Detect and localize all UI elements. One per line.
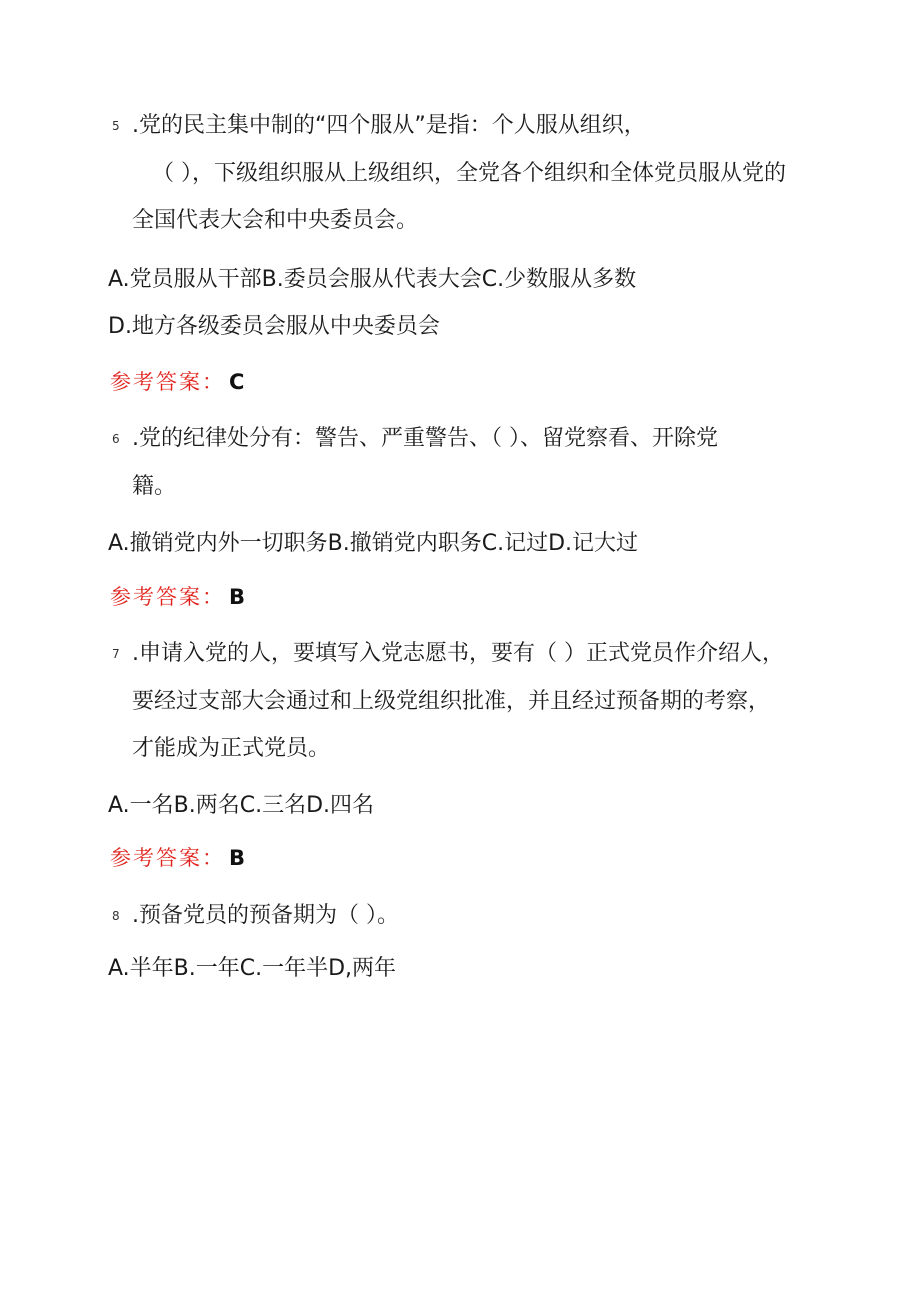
question-line: （ ），下级组织服从上级组织，全党各个组织和全体党员服从党的 — [152, 160, 786, 186]
answer-label: 参考答案： — [110, 585, 225, 609]
question-number: 6 — [112, 431, 120, 446]
option-line: A.党员服从干部B.委员会服从代表大会C.少数服从多数 — [108, 267, 637, 292]
question-text: .党的民主集中制的“四个服从”是指：个人服从组织， — [132, 113, 646, 138]
question-number: 7 — [112, 646, 120, 661]
question-text: .申请入党的人，要填写入党志愿书，要有（ ）正式党员作介绍人， — [132, 641, 784, 666]
question-line — [112, 892, 812, 940]
option-line: A.半年B.一年C.一年半D,两年 — [108, 956, 397, 981]
answer-value: B — [229, 846, 246, 870]
options-5 — [108, 256, 828, 350]
answer-value: C — [229, 370, 245, 394]
question-line: 要经过支部大会通过和上级党组织批准，并且经过预备期的考察， — [132, 688, 771, 714]
question-line — [112, 630, 812, 678]
question-7 — [112, 630, 812, 772]
answer-label: 参考答案： — [110, 370, 225, 394]
options-6 — [108, 520, 828, 567]
option-line: A.撤销党内外一切职务B.撤销党内职务C.记过D.记大过 — [108, 531, 639, 556]
answer-7 — [110, 838, 245, 878]
question-line: 才能成为正式党员。 — [132, 735, 331, 761]
question-number: 8 — [112, 908, 120, 923]
answer-5 — [110, 362, 244, 402]
question-text: .党的纪律处分有：警告、严重警告、（ ）、留党察看、开除党 — [132, 426, 718, 451]
option-line: D.地方各级委员会服从中央委员会 — [108, 314, 440, 339]
answer-6 — [110, 577, 245, 617]
option-line: A.一名B.两名C.三名D.四名 — [108, 793, 375, 818]
question-text: .预备党员的预备期为（ ）。 — [132, 903, 399, 928]
question-line: 籍。 — [132, 473, 177, 499]
answer-value: B — [229, 585, 246, 609]
question-line: 全国代表大会和中央委员会。 — [132, 207, 419, 233]
question-8 — [112, 892, 812, 940]
question-line — [112, 102, 812, 150]
options-7 — [108, 782, 828, 829]
question-6 — [112, 415, 812, 510]
question-5 — [112, 102, 812, 244]
options-8 — [108, 945, 828, 992]
question-line — [112, 415, 812, 463]
answer-label: 参考答案： — [110, 846, 225, 870]
question-number: 5 — [112, 118, 120, 133]
